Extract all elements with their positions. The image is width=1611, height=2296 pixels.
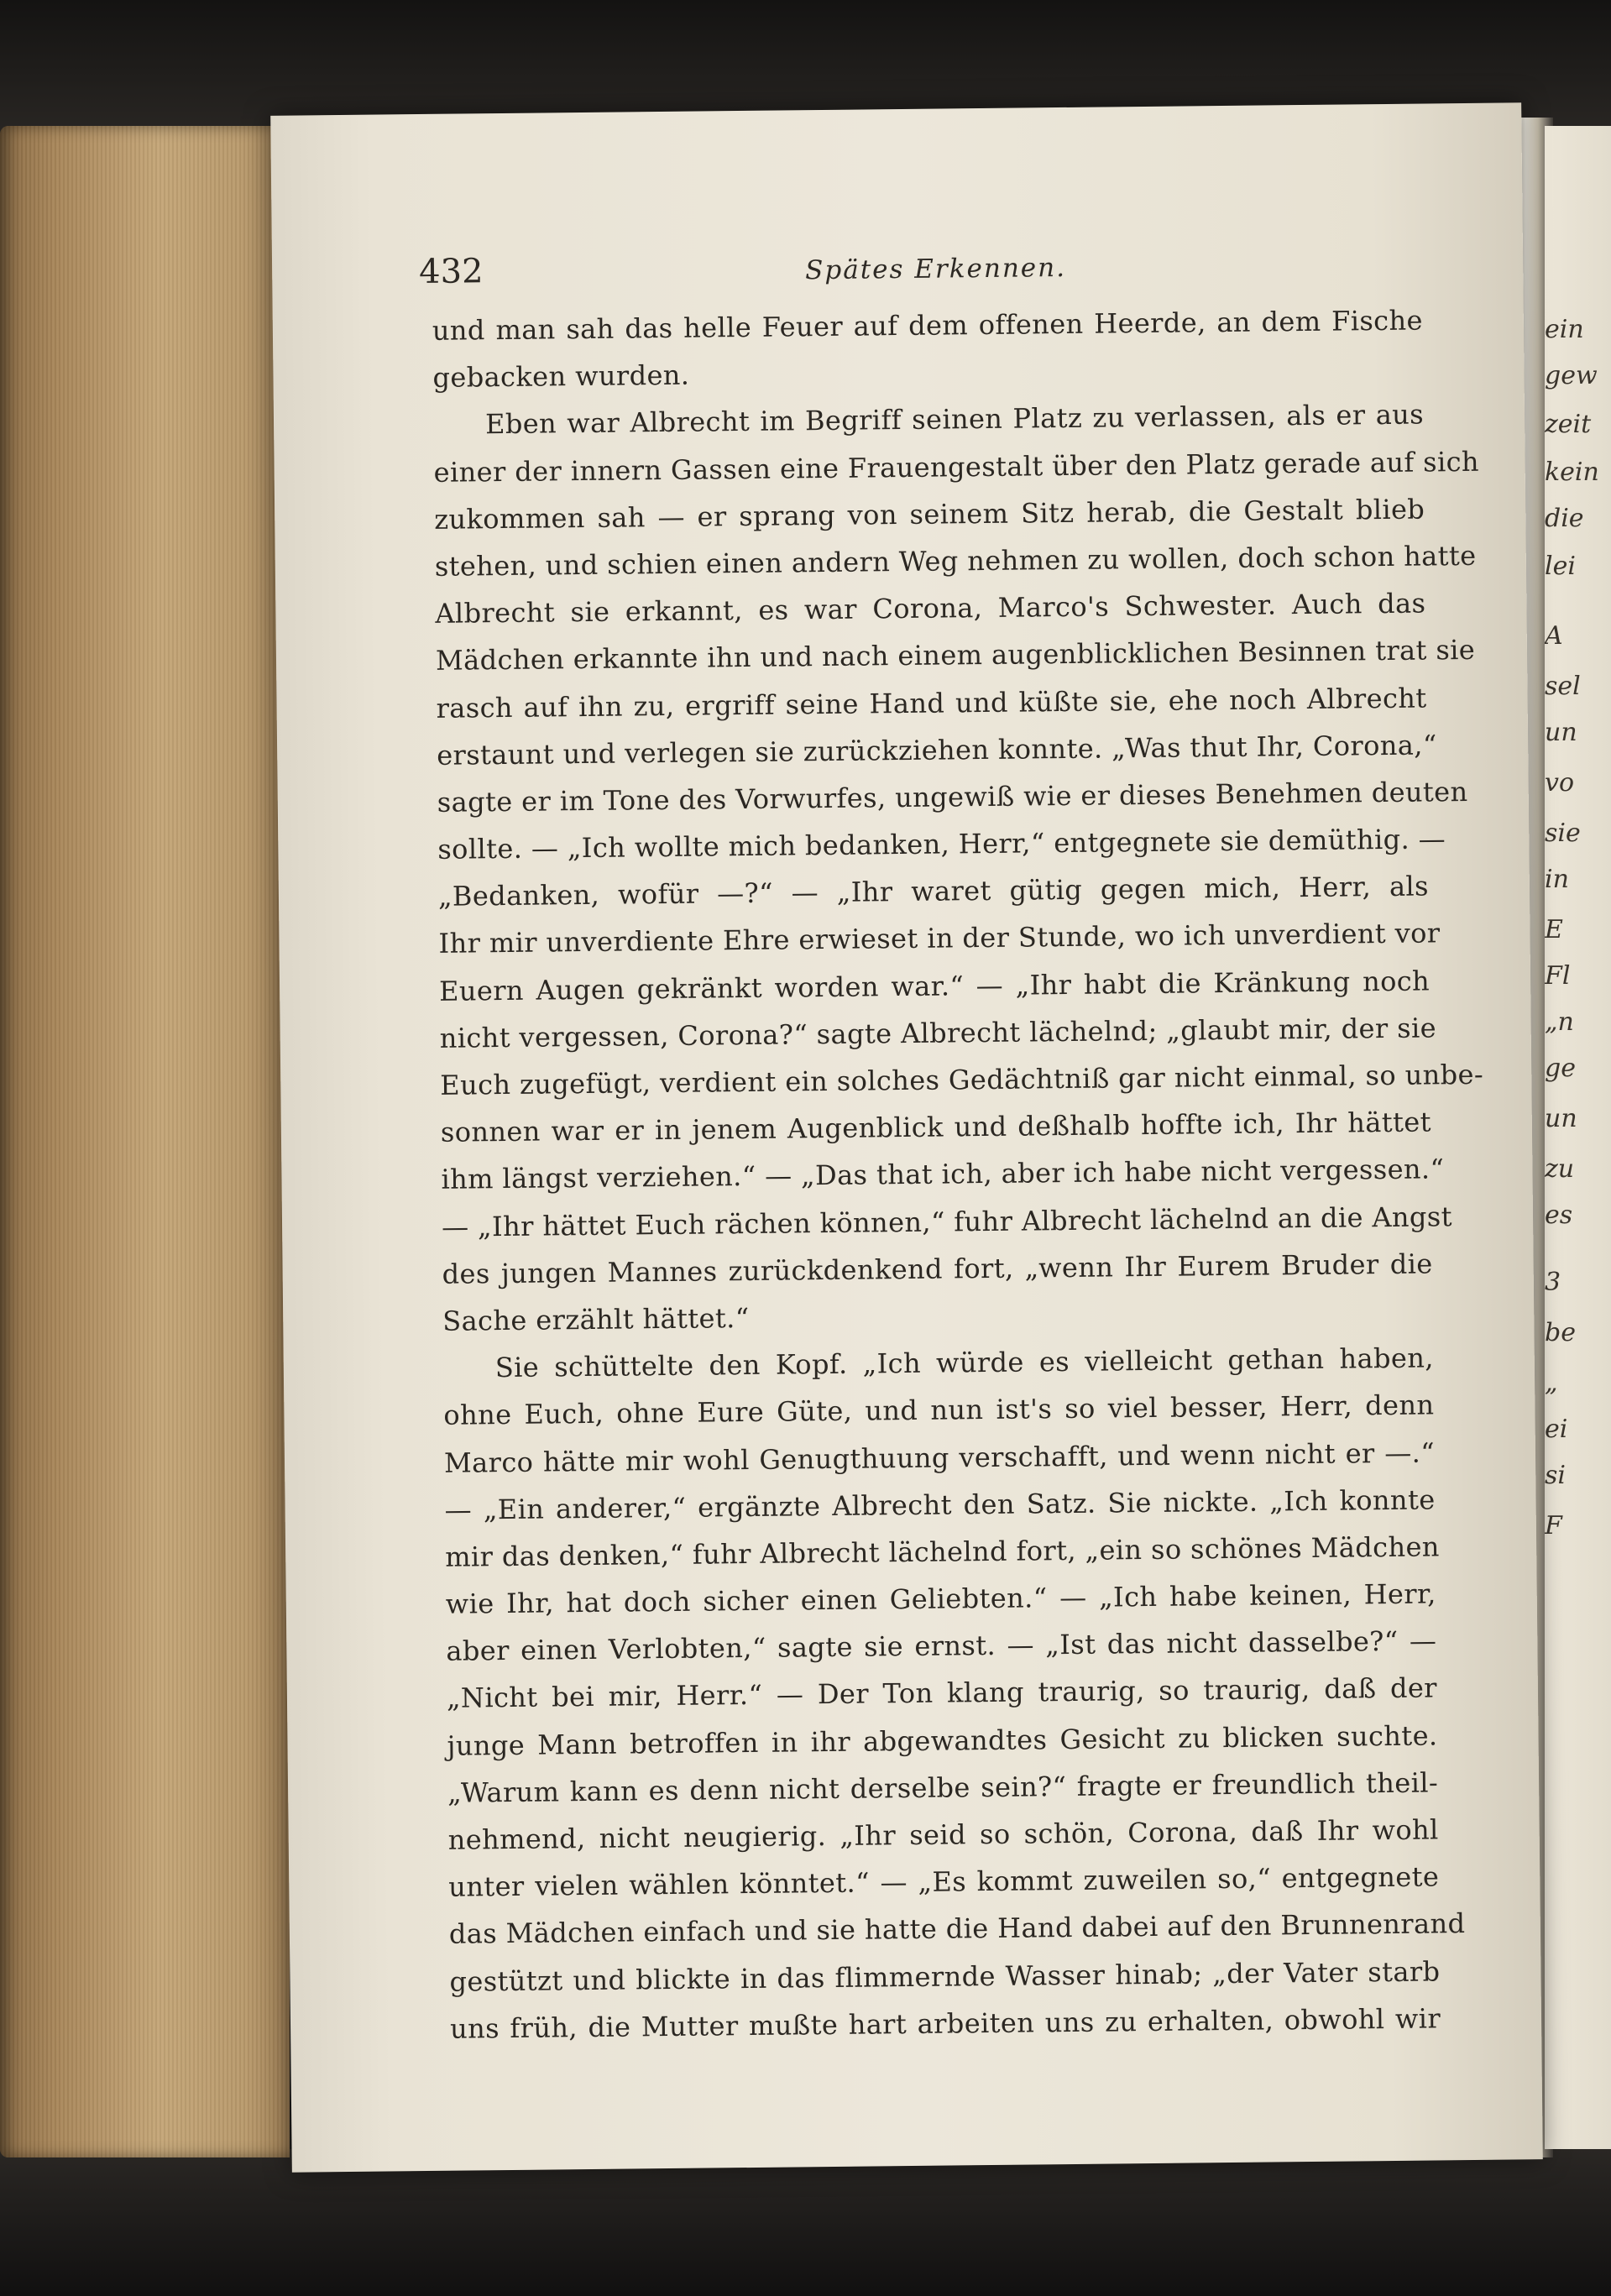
text-line: wie Ihr, hat doch sicher einen Geliebten.“ — „Ich habe keinen, Herr, [445, 1577, 1436, 1620]
facing-page-text: si [1545, 1461, 1566, 1490]
text-line: — „Ihr hättet Euch rächen können,“ fuhr Albrecht lächelnd an die Angst [441, 1200, 1453, 1243]
text-line: Euern Augen gekränkt worden war.“ — „Ihr habt die Kränkung noch [438, 965, 1431, 1007]
facing-page-text: die [1545, 504, 1584, 533]
text-line: unter vielen wählen könntet.“ — „Es kommt zuweilen so,“ entgegnete [448, 1860, 1440, 1903]
facing-page-text: es [1545, 1200, 1573, 1230]
facing-page-text: sel [1545, 672, 1581, 701]
facing-page-text: un [1545, 718, 1577, 747]
text-line: ihm längst verziehen.“ — „Das that ich, aber ich habe nicht vergessen.“ [441, 1153, 1445, 1196]
text-line: Sache erzählt hättet.“ [442, 1301, 750, 1337]
text-line: Euch zugefügt, verdient ein solches Gedächtniß gar nicht einmal, so unbe- [440, 1058, 1484, 1101]
facing-page-text: in [1545, 865, 1569, 894]
text-line: rasch auf ihn zu, ergriff seine Hand und küßte sie, ehe noch Albrecht [436, 681, 1427, 724]
text-line: „Nicht bei mir, Herr.“ — Der Ton klang traurig, so traurig, daß der [446, 1671, 1438, 1715]
facing-page-text: Fl [1545, 961, 1571, 991]
text-line: junge Mann betroffen in ihr abgewandtes Gesicht zu blicken suchte. [447, 1719, 1438, 1762]
text-line: des jungen Mannes zurückdenkend fort, „wenn Ihr Eurem Bruder die [442, 1247, 1433, 1290]
text-line: sagte er im Tone des Vorwurfes, ungewiß wie er dieses Benehmen deuten [437, 775, 1468, 819]
facing-page-text: A [1545, 621, 1563, 651]
text-line: einer der innern Gassen eine Frauengestalt über den Platz gerade auf sich [433, 445, 1480, 489]
text-line: ohne Euch, ohne Eure Güte, und nun ist's so viel besser, Herr, denn [443, 1389, 1435, 1432]
facing-page-text: ein [1545, 315, 1584, 344]
text-line: sonnen war er in jenem Augenblick und deßhalb hoffte ich, Ihr hättet [440, 1106, 1432, 1148]
facing-page-text: ge [1545, 1054, 1576, 1083]
text-line: zukommen sah — er sprang von seinem Sitz herab, die Gestalt blieb [434, 493, 1425, 536]
facing-page-text: 3 [1545, 1268, 1561, 1297]
facing-page-text: vo [1545, 768, 1575, 798]
text-line: Eben war Albrecht im Begriff seinen Platz zu verlassen, als er aus [484, 398, 1425, 441]
facing-page-text: ei [1545, 1415, 1568, 1444]
text-line: erstaunt und verlegen sie zurückziehen konnte. „Was thut Ihr, Corona,“ [437, 729, 1437, 771]
facing-page-text: sie [1545, 819, 1581, 848]
facing-page-text: gew [1545, 361, 1598, 390]
facing-page-text: lei [1545, 552, 1576, 581]
text-line: nicht vergessen, Corona?“ sagte Albrecht lächelnd; „glaubt mir, der sie [439, 1012, 1437, 1054]
facing-page-text: un [1545, 1104, 1577, 1133]
running-head: Spätes Erkennen. [804, 252, 1067, 286]
facing-page-text: kein [1545, 458, 1599, 487]
text-line: sollte. — „Ich wollte mich bedanken, Herr,“ entgegnete sie demüthig. — [437, 823, 1446, 866]
facing-page-text: zeit [1545, 410, 1592, 439]
facing-page-text: „ [1545, 1368, 1558, 1398]
facing-page-text: E [1545, 915, 1563, 944]
text-line: gestützt und blickte in das flimmernde Wasser hinab; „der Vater starb [449, 1954, 1441, 1998]
text-line: das Mädchen einfach und sie hatte die Hand dabei auf den Brunnenrand [448, 1907, 1466, 1951]
facing-page-text: be [1545, 1318, 1576, 1347]
text-line: Albrecht sie erkannt, es war Corona, Marco's Schwester. Auch das [435, 587, 1426, 630]
text-line: gebacken wurden. [432, 358, 690, 395]
book-page [270, 102, 1543, 2172]
text-line: Marco hätte mir wohl Genugthuung verschafft, und wenn nicht er —.“ [443, 1436, 1436, 1479]
page-number: 432 [418, 252, 484, 292]
text-line: „Bedanken, wofür —?“ — „Ihr waret gütig gegen mich, Herr, als [437, 870, 1430, 913]
text-line: — „Ein anderer,“ ergänzte Albrecht den Satz. Sie nickte. „Ich konnte [444, 1483, 1436, 1526]
facing-page-text: „n [1545, 1007, 1574, 1037]
book-page-edges [0, 126, 290, 2157]
page-body-text [432, 297, 1484, 2053]
page-header [419, 243, 1410, 303]
text-line: und man sah das helle Feuer auf dem offenen Heerde, an dem Fische [432, 304, 1424, 347]
text-line: uns früh, die Mutter mußte hart arbeiten uns zu erhalten, obwohl wir [449, 2002, 1441, 2045]
text-line: Sie schüttelte den Kopf. „Ich würde es vielleicht gethan haben, [494, 1342, 1434, 1384]
facing-page-text: F [1545, 1511, 1562, 1540]
facing-page-fragment [1545, 126, 1611, 2149]
text-line: stehen, und schien einen andern Weg nehmen zu wollen, doch schon hatte [434, 539, 1477, 583]
facing-page-text: zu [1545, 1154, 1575, 1184]
text-line: mir das denken,“ fuhr Albrecht lächelnd fort, „ein so schönes Mädchen [445, 1530, 1441, 1573]
text-line: nehmend, nicht neugierig. „Ihr seid so schön, Corona, daß Ihr wohl [447, 1813, 1439, 1856]
text-line: aber einen Verlobten,“ sagte sie ernst. — „Ist das nicht dasselbe?“ — [446, 1624, 1437, 1668]
text-line: „Warum kann es denn nicht derselbe sein?“ fragte er freundlich theil- [447, 1766, 1439, 1809]
background-bottom [0, 2149, 1611, 2296]
text-line: Ihr mir unverdiente Ehre erwieset in der Stunde, wo ich unverdient vor [438, 917, 1441, 960]
text-line: Mädchen erkannte ihn und nach einem augenblicklichen Besinnen trat sie [435, 634, 1476, 677]
